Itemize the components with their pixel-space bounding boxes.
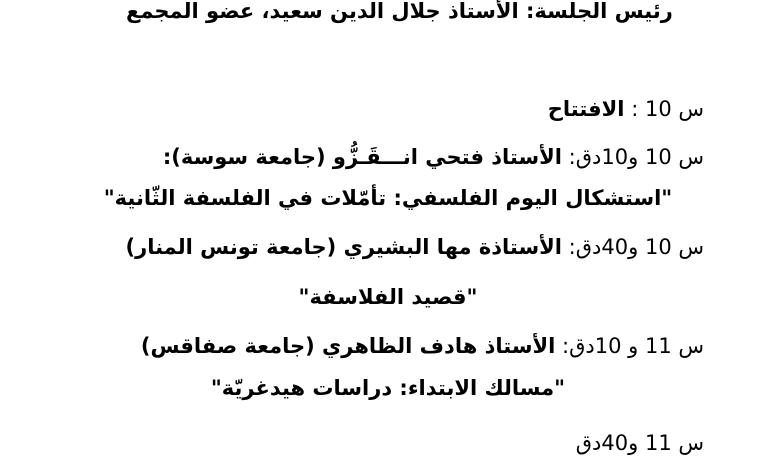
talk-3-title: "مسالك الابتداء: دراسات هيدغريّة": [210, 376, 566, 400]
program-time: س 10 و40دق:: [561, 235, 704, 259]
program-speaker: الأستاذة مها البشيري (جامعة تونس المنار): [125, 235, 562, 259]
program-line-talk-2: [126, 232, 704, 262]
program-line-talk-3: [141, 331, 704, 361]
program-speaker: الأستاذ هادف الظاهري (جامعة صفاقس): [140, 334, 556, 358]
program-line-talk-1: [163, 142, 704, 172]
program-text: الافتتاح: [547, 97, 625, 121]
program-time: س 10 :: [624, 97, 704, 121]
program-line-opening: [548, 94, 704, 124]
program-time: س 11 و 10دق:: [555, 334, 704, 358]
program-time: س 11 و40دق: [575, 431, 704, 455]
session-chair: رئيس الجلسة: الأستاذ جلال الدين سعيد، عضو المجمع: [126, 0, 673, 23]
program-speaker: الأستاذ فتحي انـــقَـزُّو (جامعة سوسة):: [162, 145, 562, 169]
talk-1-title: "استشكال اليوم الفلسفي: تأمّلات في الفلسفة الثّانية": [103, 186, 673, 210]
talk-2-title: "قصيد الفلاسفة": [298, 285, 478, 309]
program-time: س 10 و10دق:: [561, 145, 704, 169]
program-line-next: [576, 428, 704, 458]
